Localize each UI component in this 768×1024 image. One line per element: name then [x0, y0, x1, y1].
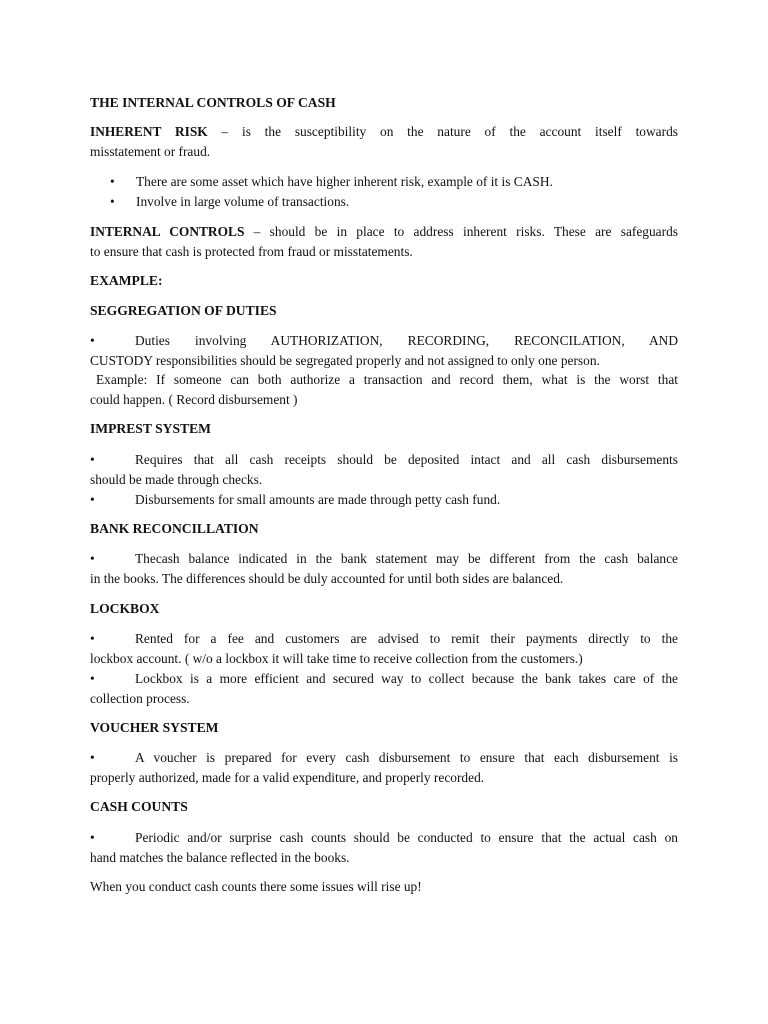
bullet-icon: •	[110, 174, 115, 189]
example-heading: EXAMPLE:	[90, 273, 163, 288]
internal-controls-line1	[90, 222, 678, 242]
bullet-icon: •	[90, 492, 95, 507]
inherent-risk-line1	[90, 122, 678, 142]
bullet-icon: •	[90, 631, 95, 646]
bullet-icon: •	[90, 671, 95, 686]
bullet-icon: •	[90, 333, 95, 348]
inherent-risk-term: INHERENT RISK	[90, 124, 208, 139]
lockbox-bullet-2: • Lockbox is a more efficient and secured way to collect because the bank takes care of the collection process.	[90, 671, 678, 706]
segregation-bullet-1: • Duties involving AUTHORIZATION, RECORDING, RECONCILATION, AND CUSTODY responsibilities should be segregated properly and not assigned to only one person. Example: If someone can both authorize a transaction and record them, what is the worst that could happen. ( Record disbursement )	[90, 331, 678, 410]
segregation-heading: SEGGREGATION OF DUTIES	[90, 303, 277, 318]
bullet-icon: •	[90, 452, 95, 467]
internal-controls-definition: – should be in place to address inherent risks. These are safeguards	[244, 224, 678, 239]
imprest-heading: IMPREST SYSTEM	[90, 421, 211, 436]
internal-controls-paragraph	[90, 222, 678, 261]
internal-controls-line2: to ensure that cash is protected from fraud or misstatements.	[90, 243, 413, 259]
bullet-icon: •	[90, 830, 95, 845]
voucher-bullet-1: • A voucher is prepared for every cash disbursement to ensure that each disbursement is properly authorized, made for a valid expenditure, and properly recorded.	[90, 750, 678, 785]
bullet-icon: •	[90, 750, 95, 765]
inherent-risk-line2: misstatement or fraud.	[90, 143, 211, 159]
lockbox-heading: LOCKBOX	[90, 601, 160, 616]
closing-sentence: When you conduct cash counts there some issues will rise up!	[90, 879, 422, 894]
bullet-icon: •	[90, 551, 95, 566]
imprest-bullet-2: • Disbursements for small amounts are made through petty cash fund.	[90, 490, 678, 510]
cash-counts-heading: CASH COUNTS	[90, 799, 188, 814]
inherent-risk-bullets	[110, 172, 678, 211]
internal-controls-term: INTERNAL CONTROLS	[90, 224, 245, 239]
voucher-heading: VOUCHER SYSTEM	[90, 720, 219, 735]
segregation-example-line2: could happen. ( Record disbursement )	[90, 392, 298, 408]
list-item: • There are some asset which have higher inherent risk, example of it is CASH.	[110, 172, 678, 192]
bank-rec-heading: BANK RECONCILLATION	[90, 521, 259, 536]
cash-counts-bullet-1: • Periodic and/or surprise cash counts should be conducted to ensure that the actual cash on hand matches the balance reflected in the books.	[90, 830, 678, 865]
bullet-icon: •	[110, 193, 115, 209]
segregation-example-line1: Example: If someone can both authorize a transaction and record them, what is the worst that	[96, 372, 678, 388]
lockbox-bullet-1: • Rented for a fee and customers are advised to remit their payments directly to the lockbox account. ( w/o a lockbox it will take time to receive collection from the customers.)	[90, 631, 678, 666]
inherent-risk-definition: – is the susceptibility on the nature of the account itself towards	[207, 124, 678, 139]
document-title: THE INTERNAL CONTROLS OF CASH	[90, 95, 336, 110]
inherent-risk-paragraph	[90, 122, 678, 161]
imprest-bullet-1: • Requires that all cash receipts should be deposited intact and all cash disbursements should be made through checks.	[90, 452, 678, 487]
bank-rec-bullet-1: • Thecash balance indicated in the bank statement may be different from the cash balance in the books. The differences should be duly accounted for until both sides are balanced.	[90, 551, 678, 586]
list-item: • Involve in large volume of transactions.	[110, 192, 678, 212]
